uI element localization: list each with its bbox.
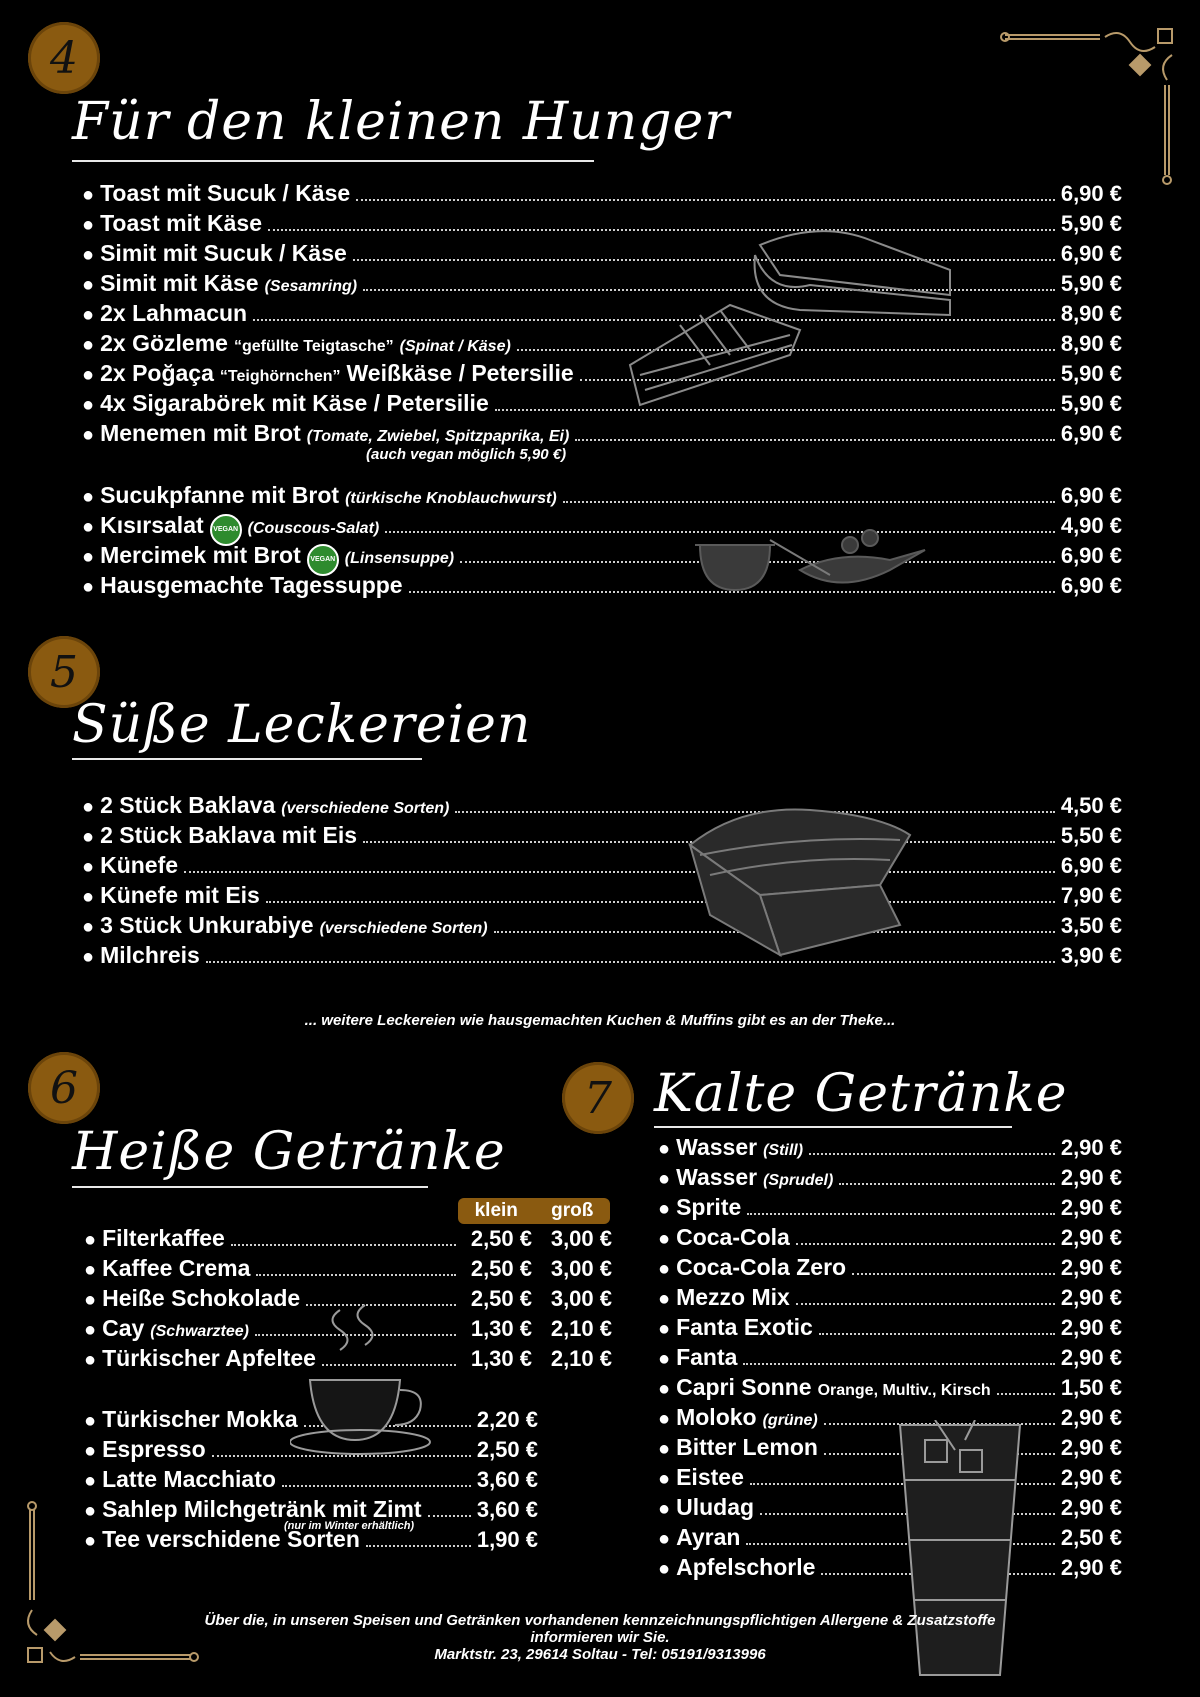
menu-item (82, 512, 1122, 542)
menu-item-name: 2 Stück Baklava (100, 792, 276, 818)
menu-item-note: (verschiedene Sorten) (319, 920, 488, 937)
bullet-icon: ● (82, 486, 95, 508)
price-large: 2,10 € (550, 1346, 612, 1371)
menu-item-name: Wasser (676, 1164, 758, 1190)
menu-item-price: 2,90 € (1060, 1465, 1122, 1490)
corner-ornament-top-right (1000, 25, 1180, 195)
price-small: 1,30 € (470, 1316, 532, 1341)
dot-leader (819, 1333, 1055, 1335)
menu-item-price: 3,60 € (476, 1497, 538, 1522)
menu-item-name: Künefe mit Eis (100, 882, 260, 908)
menu-item-price: 6,90 € (1060, 543, 1122, 568)
price-small: 2,50 € (470, 1256, 532, 1281)
menu-item-name: Menemen mit Brot (100, 420, 301, 446)
menu-item-name: 3 Stück Unkurabiye (100, 912, 314, 938)
dot-leader (575, 439, 1055, 441)
bullet-icon: ● (82, 576, 95, 598)
menu-item (82, 210, 1122, 240)
menu-item (658, 1494, 1122, 1524)
bullet-icon: ● (658, 1318, 671, 1340)
menu-item-price: 2,90 € (1060, 1195, 1122, 1220)
menu-item (658, 1554, 1122, 1584)
section-title: Kalte Getränke (654, 1064, 1068, 1124)
menu-item (658, 1194, 1122, 1224)
menu-item-name: Sucukpfanne mit Brot (100, 482, 340, 508)
bullet-icon: ● (658, 1468, 671, 1490)
footer-address: Marktstr. 23, 29614 Soltau - Tel: 05191/9313996 (434, 1646, 766, 1663)
menu-item-name: Wasser (676, 1134, 758, 1160)
section-title: Heiße Getränke (72, 1122, 506, 1182)
vegan-icon: VEGAN (307, 544, 339, 576)
bullet-icon: ● (84, 1259, 97, 1281)
menu-item-note: (Sesamring) (264, 278, 358, 295)
menu-item-name: Eistee (676, 1464, 744, 1490)
section-number-badge: 7 (562, 1062, 634, 1134)
bullet-icon: ● (658, 1408, 671, 1430)
bullet-icon: ● (82, 184, 95, 206)
bullet-icon: ● (82, 394, 95, 416)
bullet-icon: ● (82, 304, 95, 326)
footer-allergen-note-2: informieren wir Sie. (530, 1629, 670, 1646)
menu-item-name: Künefe (100, 852, 179, 878)
menu-item-name: Sprite (676, 1194, 742, 1220)
menu-item-name: Türkischer Apfeltee (102, 1345, 316, 1371)
menu-item (82, 942, 1122, 972)
menu-item-name: Toast mit Sucuk / Käse (100, 180, 351, 206)
menu-item-price: 2,50 € (476, 1437, 538, 1462)
menu-item-price: 3,90 € (1060, 943, 1122, 968)
menu-item-name: 2x Lahmacun (100, 300, 248, 326)
menu-item-price: 5,90 € (1060, 211, 1122, 236)
menu-item (658, 1374, 1122, 1404)
bullet-icon: ● (82, 826, 95, 848)
menu-item-price: 2,90 € (1060, 1135, 1122, 1160)
menu-item-note: (Schwarztee) (150, 1323, 249, 1340)
bullet-icon: ● (84, 1289, 97, 1311)
price-large: 2,10 € (550, 1316, 612, 1341)
menu-item (82, 482, 1122, 512)
menu-item-price: 8,90 € (1060, 331, 1122, 356)
menu-item (658, 1164, 1122, 1194)
bullet-icon: ● (658, 1528, 671, 1550)
menu-item (82, 852, 1122, 882)
menu-item (82, 572, 1122, 602)
menu-item-price: 3,60 € (476, 1467, 538, 1492)
menu-item-price: 4,90 € (1060, 513, 1122, 538)
menu-item-name-extra: Weißkäse / Petersilie (346, 360, 574, 386)
bullet-icon: ● (658, 1348, 671, 1370)
title-underline (72, 758, 422, 760)
menu-item-name: Türkischer Mokka (102, 1406, 298, 1432)
dot-leader (563, 501, 1055, 503)
dot-leader (366, 1545, 471, 1547)
menu-item (658, 1134, 1122, 1164)
size-header (458, 1198, 610, 1224)
menu-item-name: Sahlep Milchgetränk mit Zimt (102, 1496, 422, 1522)
menu-item-price: 3,50 € (1060, 913, 1122, 938)
bullet-icon: ● (82, 546, 95, 568)
price-small: 2,50 € (470, 1286, 532, 1311)
menu-item-name: Latte Macchiato (102, 1466, 276, 1492)
size-header-small: klein (474, 1200, 518, 1221)
menu-item (84, 1225, 612, 1255)
price-large: 3,00 € (550, 1286, 612, 1311)
dot-leader (231, 1244, 456, 1246)
menu-item-price: 5,90 € (1060, 271, 1122, 296)
menu-item-price: 6,90 € (1060, 241, 1122, 266)
baklava-illustration (680, 795, 920, 975)
menu-item (658, 1524, 1122, 1554)
menu-item-name: Moloko (676, 1404, 757, 1430)
bullet-icon: ● (658, 1558, 671, 1580)
menu-item (82, 822, 1122, 852)
title-underline (72, 1186, 428, 1188)
vegan-icon: VEGAN (210, 514, 242, 546)
bullet-icon: ● (84, 1229, 97, 1251)
menu-item (82, 542, 1122, 572)
dot-leader (256, 1274, 456, 1276)
menu-item-price: 6,90 € (1060, 421, 1122, 446)
menu-item-price: 5,90 € (1060, 361, 1122, 386)
menu-item (82, 912, 1122, 942)
menu-item-name: Fanta (676, 1344, 738, 1370)
dot-leader (796, 1303, 1055, 1305)
bullet-icon: ● (658, 1138, 671, 1160)
section-title: Für den kleinen Hunger (72, 92, 731, 152)
menu-item-note: (Sprudel) (763, 1172, 834, 1189)
menu-item-price: 2,90 € (1060, 1225, 1122, 1250)
menu-item-name: Coca-Cola (676, 1224, 790, 1250)
dot-leader (266, 901, 1055, 903)
menu-item (82, 330, 1122, 360)
bullet-icon: ● (658, 1438, 671, 1460)
menu-item-name: Heiße Schokolade (102, 1285, 301, 1311)
menu-item-price: 2,90 € (1060, 1555, 1122, 1580)
section-title: Süße Leckereien (72, 695, 532, 755)
menu-item-price: 2,90 € (1060, 1345, 1122, 1370)
section-number-badge: 5 (28, 636, 100, 708)
dot-leader (809, 1153, 1055, 1155)
menu-item-price: 1,50 € (1060, 1375, 1122, 1400)
menu-item (658, 1284, 1122, 1314)
footer-allergen-note: Über die, in unseren Speisen und Getränken vorhandenen kennzeichnungspflichtigen Allergene & Zusatzstoffe (204, 1612, 996, 1629)
menu-item-name: 2x Poğaça (100, 360, 214, 386)
price-small: 2,50 € (470, 1226, 532, 1251)
menu-item-name: 4x Sigarabörek mit Käse / Petersilie (100, 390, 489, 416)
bullet-icon: ● (82, 516, 95, 538)
title-underline (654, 1126, 1012, 1128)
menu-item-price: 5,90 € (1060, 391, 1122, 416)
menu-item-name: Espresso (102, 1436, 206, 1462)
menu-item-note: (türkische Knoblauchwurst) (345, 490, 557, 507)
menu-item-price: 2,90 € (1060, 1435, 1122, 1460)
menu-item-subnote: (auch vegan möglich 5,90 €) (366, 446, 567, 463)
bullet-icon: ● (84, 1440, 97, 1462)
menu-item-price: 2,90 € (1060, 1315, 1122, 1340)
bullet-icon: ● (82, 334, 95, 356)
bullet-icon: ● (82, 274, 95, 296)
menu-item-price: 6,90 € (1060, 573, 1122, 598)
price-large: 3,00 € (550, 1256, 612, 1281)
bullet-icon: ● (82, 856, 95, 878)
dot-leader (206, 961, 1055, 963)
bullet-icon: ● (82, 916, 95, 938)
menu-item-note: (grüne) (762, 1412, 818, 1429)
menu-item (82, 792, 1122, 822)
menu-item-name: Simit mit Käse (100, 270, 259, 296)
dot-leader (796, 1243, 1055, 1245)
bullet-icon: ● (84, 1470, 97, 1492)
menu-item-name: Toast mit Käse (100, 210, 262, 236)
menu-item-name: Filterkaffee (102, 1225, 225, 1251)
menu-item (658, 1314, 1122, 1344)
menu-item-price: 8,90 € (1060, 301, 1122, 326)
menu-item (658, 1254, 1122, 1284)
bullet-icon: ● (84, 1530, 97, 1552)
menu-item-price: 2,20 € (476, 1407, 538, 1432)
bullet-icon: ● (84, 1410, 97, 1432)
menu-item-name: 2 Stück Baklava mit Eis (100, 822, 358, 848)
menu-item (82, 390, 1122, 420)
menu-item-note: (verschiedene Sorten) (281, 800, 450, 817)
menu-item-price: 7,90 € (1060, 883, 1122, 908)
menu-item-name: Kısırsalat (100, 512, 204, 538)
menu-item-price: 5,50 € (1060, 823, 1122, 848)
footer (0, 1612, 1200, 1663)
menu-item-price: 4,50 € (1060, 793, 1122, 818)
menu-item-note: (Linsensuppe) (344, 550, 455, 567)
menu-item (84, 1466, 538, 1496)
menu-item (82, 240, 1122, 270)
dot-leader (282, 1485, 471, 1487)
menu-item-name: Kaffee Crema (102, 1255, 251, 1281)
menu-item-note: (Couscous-Salat) (247, 520, 380, 537)
menu-item (658, 1344, 1122, 1374)
bullet-icon: ● (82, 214, 95, 236)
menu-item-price: 6,90 € (1060, 181, 1122, 206)
menu-item-note: “Teighörnchen” (219, 368, 341, 385)
menu-item (82, 270, 1122, 300)
menu-item-price: 2,50 € (1060, 1525, 1122, 1550)
menu-item-name: 2x Gözleme (100, 330, 228, 356)
menu-item-note: Orange, Multiv., Kirsch (817, 1382, 991, 1399)
bullet-icon: ● (658, 1288, 671, 1310)
menu-item-name: Milchreis (100, 942, 200, 968)
menu-item (84, 1255, 612, 1285)
menu-item-price: 6,90 € (1060, 483, 1122, 508)
bullet-icon: ● (84, 1349, 97, 1371)
menu-item-price: 6,90 € (1060, 853, 1122, 878)
section-number-badge: 4 (28, 22, 100, 94)
more-treats-note: ... weitere Leckereien wie hausgemachten Kuchen & Muffins gibt es an der Theke... (304, 1012, 896, 1029)
menu-item (82, 180, 1122, 210)
menu-item-name: Bitter Lemon (676, 1434, 818, 1460)
menu-item-name: Apfelschorle (676, 1554, 816, 1580)
menu-item-name: Coca-Cola Zero (676, 1254, 847, 1280)
bullet-icon: ● (658, 1198, 671, 1220)
menu-item-subnote: (nur im Winter erhältlich) (284, 1520, 415, 1532)
bullet-icon: ● (82, 424, 95, 446)
bullet-icon: ● (658, 1168, 671, 1190)
price-large: 3,00 € (550, 1226, 612, 1251)
menu-item-name: Simit mit Sucuk / Käse (100, 240, 347, 266)
menu-item-note: (Still) (763, 1142, 804, 1159)
menu-item-name: Mezzo Mix (676, 1284, 790, 1310)
menu-item-note: (Spinat / Käse) (399, 338, 511, 355)
menu-item-price: 2,90 € (1060, 1495, 1122, 1520)
menu-item-name: Uludag (676, 1494, 755, 1520)
bullet-icon: ● (82, 886, 95, 908)
size-header-large: groß (551, 1200, 594, 1221)
dot-leader (184, 871, 1055, 873)
menu-item (658, 1404, 1122, 1434)
bullet-icon: ● (84, 1319, 97, 1341)
menu-item (82, 420, 1122, 450)
title-underline (72, 160, 594, 162)
bullet-icon: ● (658, 1258, 671, 1280)
menu-item-name: Capri Sonne (676, 1374, 812, 1400)
coffee-cup-illustration (290, 1300, 450, 1460)
menu-item-price: 2,90 € (1060, 1405, 1122, 1430)
bullet-icon: ● (82, 244, 95, 266)
menu-item-name: Ayran (676, 1524, 741, 1550)
dot-leader (743, 1363, 1054, 1365)
menu-item-note: (Tomate, Zwiebel, Spitzpaprika, Ei) (306, 428, 570, 445)
bullet-icon: ● (82, 796, 95, 818)
menu-item (658, 1434, 1122, 1464)
menu-item-name: Mercimek mit Brot (100, 542, 301, 568)
menu-item (658, 1224, 1122, 1254)
menu-item (82, 300, 1122, 330)
menu-item (658, 1464, 1122, 1494)
dot-leader (747, 1213, 1055, 1215)
menu-item (82, 360, 1122, 390)
bullet-icon: ● (84, 1500, 97, 1522)
cookware-illustration (690, 510, 930, 600)
menu-item-price: 2,90 € (1060, 1255, 1122, 1280)
menu-item-name: Hausgemachte Tagessuppe (100, 572, 403, 598)
menu-item-name: Tee verschidene Sorten (102, 1526, 360, 1552)
dot-leader (428, 1515, 471, 1517)
bullet-icon: ● (82, 364, 95, 386)
bullet-icon: ● (658, 1498, 671, 1520)
dot-leader (356, 199, 1055, 201)
bullet-icon: ● (658, 1228, 671, 1250)
menu-item-price: 2,90 € (1060, 1285, 1122, 1310)
bullet-icon: ● (658, 1378, 671, 1400)
menu-item-name: Fanta Exotic (676, 1314, 813, 1340)
section-number-badge: 6 (28, 1052, 100, 1124)
price-small: 1,30 € (470, 1346, 532, 1371)
dot-leader (852, 1273, 1055, 1275)
menu-item-note: “gefüllte Teigtasche” (233, 338, 394, 355)
bullet-icon: ● (82, 946, 95, 968)
menu-item (82, 882, 1122, 912)
menu-item-name: Cay (102, 1315, 145, 1341)
sandwich-illustration (620, 215, 960, 425)
menu-item-price: 1,90 € (476, 1527, 538, 1552)
dot-leader (997, 1393, 1055, 1395)
dot-leader (839, 1183, 1055, 1185)
menu-item-price: 2,90 € (1060, 1165, 1122, 1190)
